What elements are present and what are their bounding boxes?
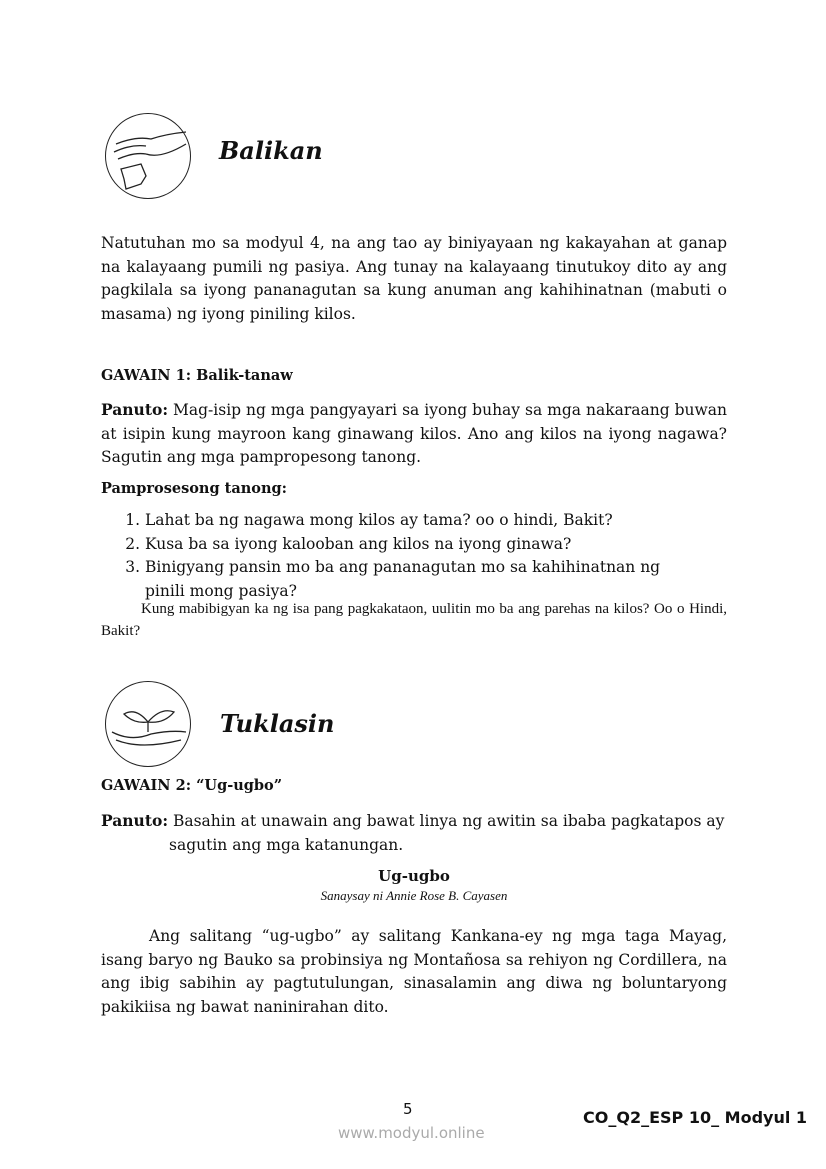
questions-label: Pamprosesong tanong: [101, 480, 287, 497]
hand-puzzle-icon [105, 113, 191, 199]
question-item: 3. Binigyang pansin mo ba ang pananagutan mo sa kahihinatnan ng pinili mong pasiya? [145, 556, 700, 603]
gawain1-title: GAWAIN 1: Balik-tanaw [101, 367, 293, 384]
section-title-tuklasin: Tuklasin [220, 709, 335, 738]
panuto-text: Mag-isip ng mga pangyayari sa iyong buhay sa mga nakaraang buwan at isipin kung mayroon kang ginawang kilos. Ano ang kilos na iyong nagawa? Sagutin ang mga pampropesong tanong. [101, 401, 727, 466]
essay-body: Ang salitang “ug-ugbo” ay salitang Kankana-ey ng mga taga Mayag, isang baryo ng Bauko sa probinsiya ng Montañosa sa rehiyon ng Cordillera, na ang ibig sabihin ay pagtutulungan, sinasalamin ang diwa ng boluntaryong pakikiisa ng bawat naninirahan dito. [101, 927, 727, 1016]
hand-plant-icon [105, 681, 191, 767]
question-item: 2. Kusa ba sa iyong kalooban ang kilos na iyong ginawa? [145, 533, 701, 557]
page-number: 5 [403, 1100, 413, 1118]
panuto-text: Basahin at unawain ang bawat linya ng awitin sa ibaba pagkatapos ay sagutin ang mga katanungan. [168, 812, 725, 854]
gawain1-extra: Kung mabibigyan ka ng isa pang pagkakataon, uulitin mo ba ang parehas na kilos? Oo o Hindi, Bakit? [101, 601, 727, 639]
module-code: CO_Q2_ESP 10_ Modyul 1 [583, 1108, 808, 1127]
panuto-label: Panuto: [101, 400, 169, 419]
essay-author: Sanaysay ni Annie Rose B. Cayasen [320, 888, 508, 903]
question-item: 1. Lahat ba ng nagawa mong kilos ay tama? oo o hindi, Bakit? [145, 509, 701, 533]
gawain2-title: GAWAIN 2: “Ug-ugbo” [101, 777, 283, 794]
gawain2-panuto [101, 809, 727, 857]
essay-title: Ug-ugbo [378, 867, 450, 885]
question-list [101, 509, 701, 603]
gawain1-panuto [101, 398, 727, 470]
panuto-label: Panuto: [101, 811, 169, 830]
watermark: www.modyul.online [338, 1124, 485, 1142]
balikan-intro: Natutuhan mo sa modyul 4, na ang tao ay biniyayaan ng kakayahan at ganap na kalayaang pumili ng pasiya. Ang tunay na kalayaang tinutukoy dito ay ang pagkilala sa iyong pananagutan sa kung anuman ang kahihinatnan (mabuti o masama) ng iyong piniling kilos. [101, 234, 727, 323]
section-title-balikan: Balikan [219, 136, 323, 165]
